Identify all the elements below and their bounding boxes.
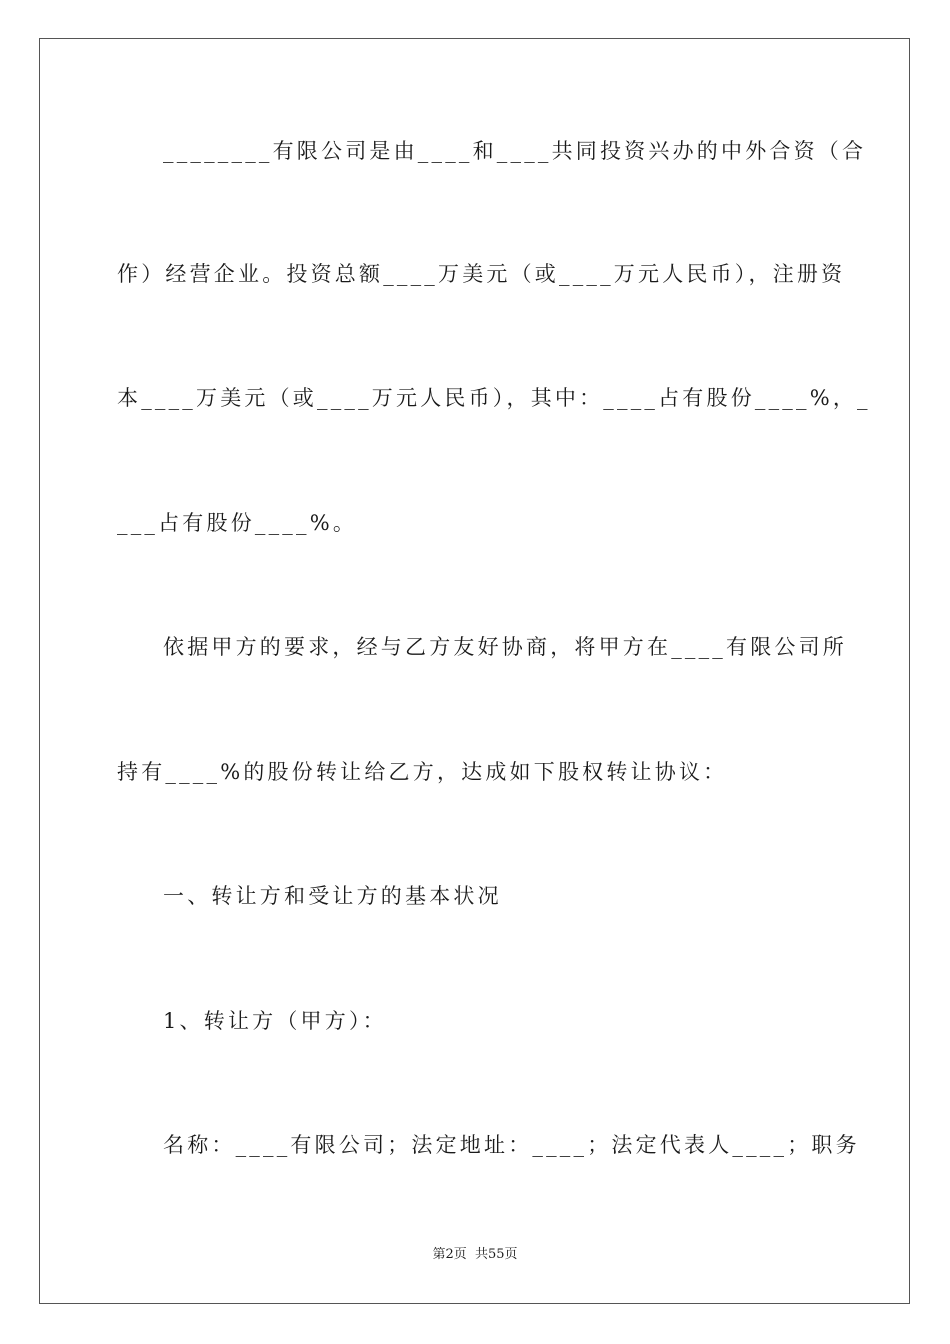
paragraph-2-line-1: 依据甲方的要求，经与乙方友好协商，将甲方在____有限公司所: [163, 635, 847, 659]
paragraph-1-line-4: ___占有股份____%。: [117, 511, 358, 535]
transferor-details-line: 名称：____有限公司；法定地址：____；法定代表人____；职务: [163, 1133, 860, 1157]
paragraph-2-line-2: 持有____%的股份转让给乙方，达成如下股权转让协议：: [117, 760, 728, 784]
page-border: [39, 38, 910, 1304]
paragraph-1-line-3: 本____万美元（或____万元人民币），其中：____占有股份____%，_: [117, 386, 871, 410]
paragraph-1-line-2: 作）经营企业。投资总额____万美元（或____万元人民币），注册资: [117, 262, 846, 286]
section-heading: 一、转让方和受让方的基本状况: [163, 884, 502, 908]
page-number-footer: 第2页 共55页: [432, 1247, 518, 1262]
paragraph-1-line-1: ________有限公司是由____和____共同投资兴办的中外合资（合: [163, 139, 867, 163]
subsection-heading: 1、转让方（甲方）：: [163, 1009, 387, 1033]
